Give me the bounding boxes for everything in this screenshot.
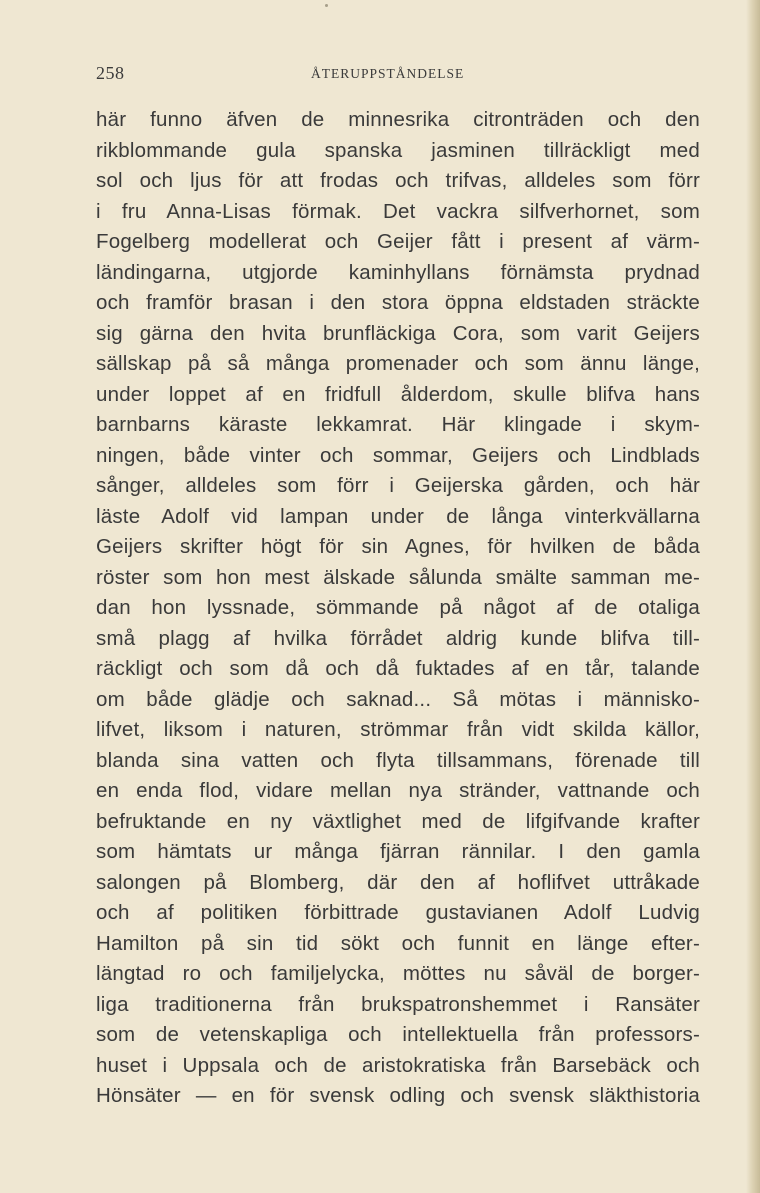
text-line: och framför brasan i den stora öppna eldstaden sträckte — [96, 291, 700, 314]
paper-speck — [325, 4, 328, 7]
text-line: sig gärna den hvita brunfläckiga Cora, som varit Geijers — [96, 321, 700, 345]
text-line: Fogelberg modellerat och Geijer fått i present af värm- — [96, 230, 700, 253]
text-line: sällskap på så många promenader och som ännu länge, — [96, 352, 700, 375]
page-header — [96, 63, 696, 85]
text-line: barnbarns käraste lekkamrat. Här klingade i skym- — [96, 413, 700, 436]
text-line: ländingarna, utgjorde kaminhyllans förnämsta prydnad — [96, 260, 700, 284]
running-head: ÅTERUPPSTÅNDELSE — [311, 66, 465, 81]
text-line: sol och ljus för att frodas och trifvas, alldeles som förr — [96, 169, 700, 192]
text-line: röster som hon mest älskade sålunda smälte samman me- — [96, 565, 700, 589]
text-line: huset i Uppsala och de aristokratiska från Barsebäck och — [96, 1053, 700, 1077]
body-text — [96, 105, 700, 1112]
text-line: Hönsäter — en för svensk odling och svensk släkthistoria — [96, 1084, 700, 1107]
text-line: i fru Anna-Lisas förmak. Det vackra silfverhornet, som — [96, 199, 700, 223]
text-line: liga traditionerna från brukspatronshemmet i Ransäter — [96, 992, 700, 1016]
text-line: ningen, både vinter och sommar, Geijers och Lindblads — [96, 443, 700, 467]
text-line: rikblommande gula spanska jasminen tillräckligt med — [96, 138, 700, 162]
text-line: små plagg af hvilka förrådet aldrig kunde blifva till- — [96, 626, 700, 650]
text-line: om både glädje och saknad... Så mötas i människo- — [96, 687, 700, 711]
page-edge-shadow — [746, 0, 760, 1193]
text-line: en enda flod, vidare mellan nya stränder, vattnande och — [96, 779, 700, 802]
text-line: Geijers skrifter högt för sin Agnes, för hvilken de båda — [96, 535, 700, 558]
text-line: räckligt och som då och då fuktades af en tår, talande — [96, 657, 700, 680]
text-line: som hämtats ur många fjärran rännilar. I den gamla — [96, 840, 700, 863]
text-line: längtad ro och familjelycka, möttes nu såväl de borger- — [96, 962, 700, 985]
text-line: och af politiken förbittrade gustavianen Adolf Ludvig — [96, 901, 700, 924]
text-line: som de vetenskapliga och intellektuella från professors- — [96, 1023, 700, 1046]
text-line: läste Adolf vid lampan under de långa vinterkvällarna — [96, 504, 700, 528]
text-line: Hamilton på sin tid sökt och funnit en länge efter- — [96, 931, 700, 955]
text-line: lifvet, liksom i naturen, strömmar från vidt skilda källor, — [96, 718, 700, 741]
text-line: sånger, alldeles som förr i Geijerska gården, och här — [96, 474, 700, 497]
text-line: befruktande en ny växtlighet med de lifgifvande krafter — [96, 809, 700, 833]
text-line: blanda sina vatten och flyta tillsammans, förenade till — [96, 748, 700, 772]
text-line: under loppet af en fridfull ålderdom, skulle blifva hans — [96, 382, 700, 406]
text-line: här funno äfven de minnesrika citronträden och den — [96, 108, 700, 131]
text-line: dan hon lyssnade, sömmande på något af de otaliga — [96, 596, 700, 619]
page-number: 258 — [96, 63, 125, 83]
text-line: salongen på Blomberg, där den af hoflifvet uttråkade — [96, 870, 700, 894]
